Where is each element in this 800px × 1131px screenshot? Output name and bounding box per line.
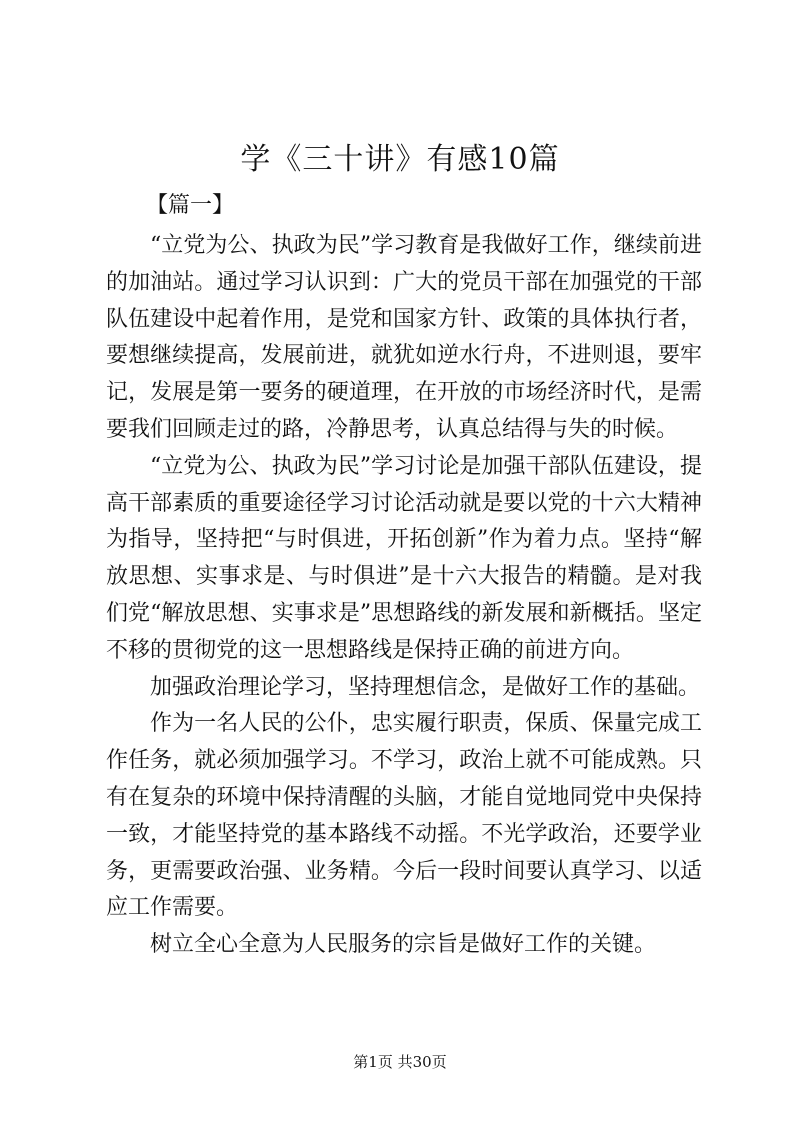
paragraph-4: 作为一名人民的公仆，忠实履行职责，保质、保量完成工作任务，就必须加强学习。不学习，政治上就不可能成熟。只有在复杂的环境中保持清醒的头脑，才能自觉地同党中央保持一致，才能坚持党的基本路线不动摇。不光学政治，还要学业务，更需要政治强、业务精。今后一段时间要认真学习、以适应工作需要。	[106, 711, 702, 921]
section-label: 【篇一】	[146, 193, 235, 218]
paragraph-5: 树立全心全意为人民服务的宗旨是做好工作的关键。	[150, 932, 657, 958]
paragraph-1: “立党为公、执政为民”学习教育是我做好工作，继续前进的加油站。通过学习认识到：广大的党员干部在加强党的干部队伍建设中起着作用，是党和国家方针、政策的具体执行者，要想继续提高，发展前进，就犹如逆水行舟，不进则退，要牢记，发展是第一要务的硬道理，在开放的市场经济时代，是需要我们回顾走过的路，冷静思考，认真总结得与失的时候。	[106, 233, 702, 442]
document-title: 学《三十讲》有感10篇	[240, 142, 560, 177]
paragraph-2: “立党为公、执政为民”学习讨论是加强干部队伍建设，提高干部素质的重要途径学习讨论活动就是要以党的十六大精神为指导，坚持把“与时俱进，开拓创新”作为着力点。坚持“解放思想、实事求是、与时俱进”是十六大报告的精髓。是对我们党“解放思想、实事求是”思想路线的新发展和新概括。坚定不移的贯彻党的这一思想路线是保持正确的前进方向。	[106, 453, 702, 663]
paragraph-3: 加强政治理论学习，坚持理想信念，是做好工作的基础。	[150, 674, 701, 700]
document-body	[106, 228, 702, 964]
page-footer: 第1页 共30页	[353, 1053, 447, 1071]
